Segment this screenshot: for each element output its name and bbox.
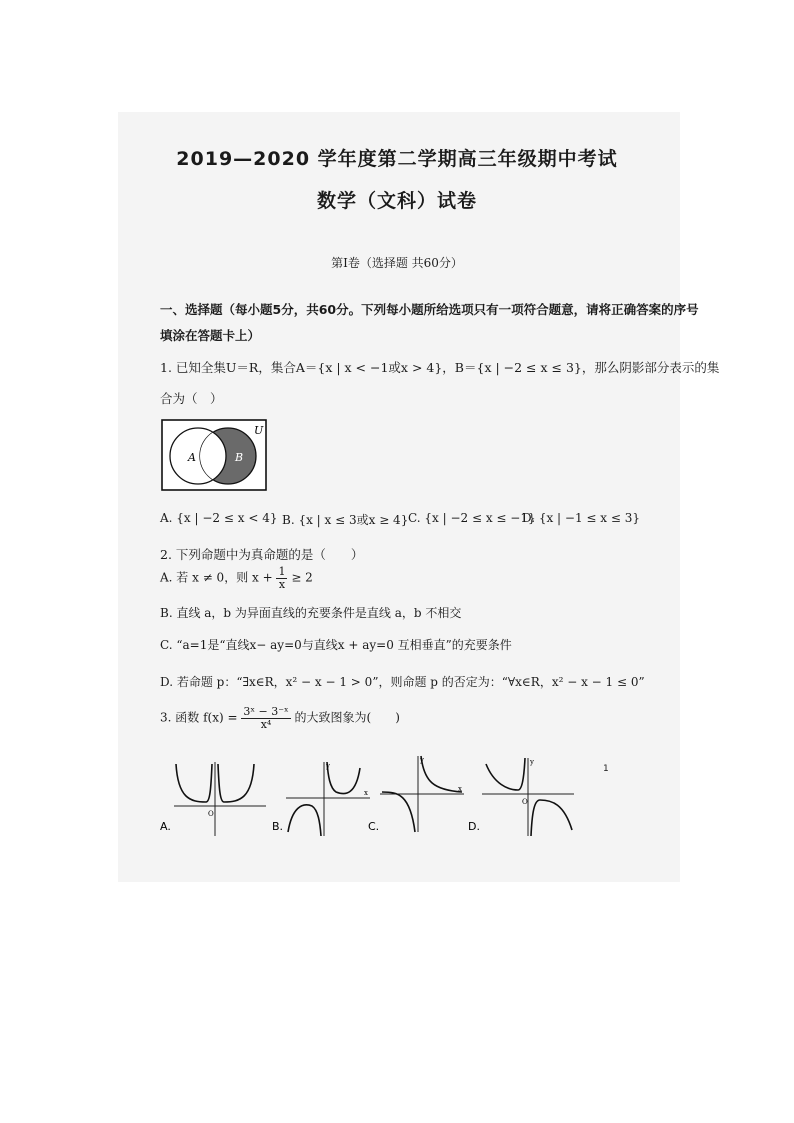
venn-label-u: U — [254, 424, 264, 437]
graph-c-x-label: x — [458, 785, 462, 793]
q2-option-a-text: A. 若 x ≠ 0，则 x + — [160, 570, 273, 585]
q2-option-b[interactable]: B. 直线 a，b 为异面直线的充要条件是直线 a，b 不相交 — [160, 606, 462, 620]
venn-diagram — [160, 418, 270, 494]
graph-a-label: A. — [160, 820, 171, 833]
q3-graph-d[interactable] — [468, 754, 578, 840]
question-1-stem-cont: 合为（ ） — [160, 391, 223, 406]
q3-graph-b[interactable] — [272, 758, 376, 840]
graph-b-y-label: y — [326, 762, 330, 770]
graph-c-label: C. — [368, 820, 380, 833]
section-instructions-line2: 填涂在答题卡上） — [160, 328, 261, 343]
venn-label-b: B — [235, 451, 244, 464]
q2-option-a[interactable] — [160, 566, 313, 590]
exam-title: 2019—2020 学年度第二学期高三年级期中考试 — [176, 148, 618, 170]
graph-c-right-branch — [421, 756, 462, 792]
question-3-stem — [160, 706, 400, 730]
graph-d-origin: O — [522, 798, 528, 806]
q3-graph-a[interactable] — [160, 758, 270, 840]
q2-option-a-fraction — [276, 566, 287, 590]
q3-stem-pre: 3. 函数 f(x) = — [160, 710, 238, 725]
q3-function-fraction — [241, 706, 290, 730]
q3-graph-c[interactable] — [368, 752, 468, 840]
q1-option-a[interactable]: A. {x | −2 ≤ x < 4} — [160, 511, 278, 525]
section-instructions-line1: 一、选择题（每小题5分，共60分。下列每小题所给选项只有一项符合题意，请将正确答案的序号 — [160, 302, 699, 317]
graph-a-left-branch — [176, 764, 212, 802]
q2-option-c[interactable]: C. “a=1是“直线x− ay=0与直线x + ay=0 互相垂直”的充要条件 — [160, 638, 512, 652]
venn-label-a: A — [188, 451, 196, 464]
exam-subtitle: 数学（文科）试卷 — [316, 190, 477, 212]
q1-option-c[interactable]: C. {x | −2 ≤ x ≤ −1} — [408, 511, 536, 525]
q1-option-d[interactable]: D. {x | −1 ≤ x ≤ 3} — [522, 511, 640, 525]
q3-frac-num: 3ˣ − 3⁻ˣ — [243, 705, 289, 718]
graph-a-right-branch — [218, 764, 254, 802]
q2-option-d[interactable]: D. 若命题 p：“∃x∈R，x² − x − 1 > 0”，则命题 p 的否定为：“∀x∈R，x² − x − 1 ≤ 0” — [160, 675, 645, 689]
q3-stem-post: 的大致图象为( ) — [294, 710, 400, 725]
graph-b-left-branch — [288, 805, 321, 836]
graph-b-right-branch — [327, 762, 360, 794]
q2-option-a-tail: ≥ 2 — [291, 570, 313, 585]
question-2-stem: 2. 下列命题中为真命题的是（ ） — [160, 547, 364, 562]
graph-c-left-branch — [382, 792, 415, 832]
graph-d-left-branch — [486, 758, 525, 790]
q3-frac-den: x⁴ — [260, 717, 272, 731]
graph-d-y-label: y — [530, 758, 534, 766]
graph-d-label: D. — [468, 820, 480, 833]
graph-a-origin: O — [208, 810, 214, 818]
q1-option-b[interactable]: B. {x | x ≤ 3或x ≥ 4} — [282, 513, 409, 527]
graph-c-y-label: y — [420, 756, 424, 764]
question-1-stem: 1. 已知全集U＝R，集合A＝{x | x < −1或x > 4}，B＝{x | −2 ≤ x ≤ 3}，那么阴影部分表示的集 — [160, 360, 720, 375]
q2-frac-den: x — [278, 577, 286, 591]
q2-frac-num: 1 — [278, 565, 286, 578]
graph-b-label: B. — [272, 820, 284, 833]
stray-mark: 1 — [603, 764, 609, 774]
graph-b-x-label: x — [364, 789, 368, 797]
graph-d-right-branch — [531, 800, 572, 836]
part-heading: 第Ⅰ卷（选择题 共60分） — [331, 256, 463, 270]
